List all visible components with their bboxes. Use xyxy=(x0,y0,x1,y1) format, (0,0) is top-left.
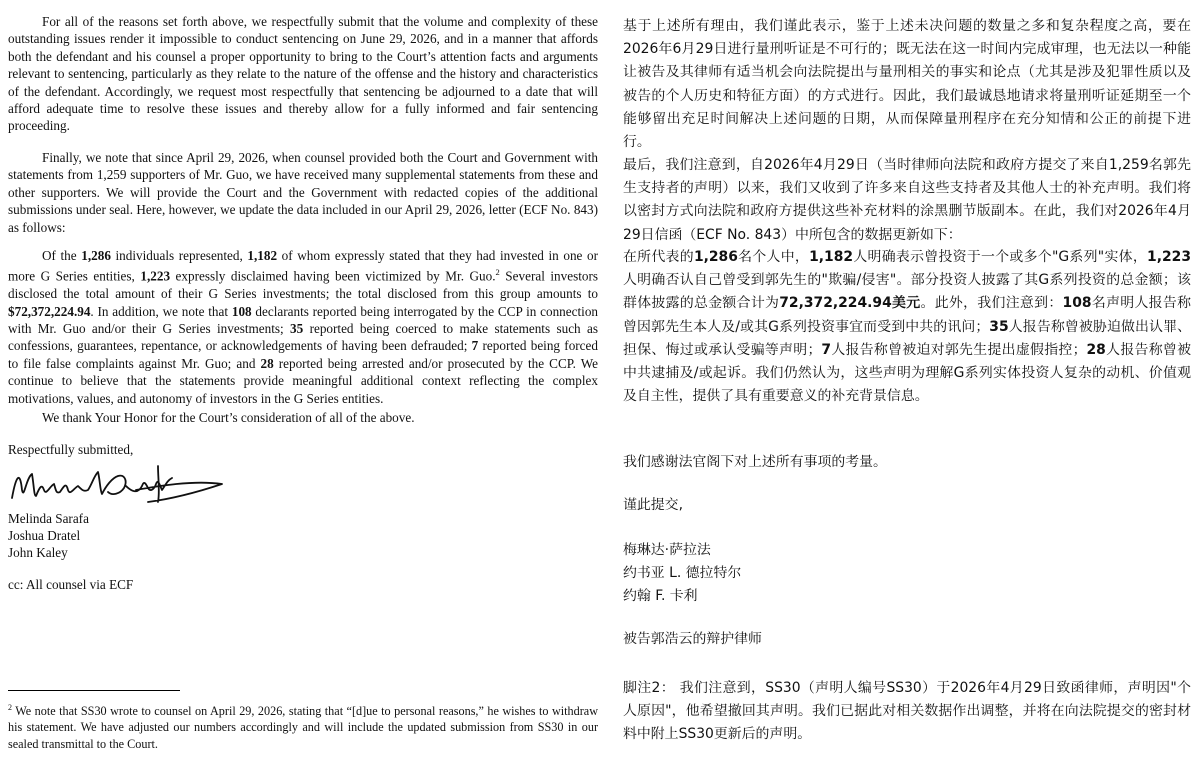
cn-attorney-name-2: 约书亚 L. 德拉特尔 xyxy=(623,565,742,581)
cn-attorney-name-1: 梅琳达·萨拉法 xyxy=(623,542,711,558)
attorney-name-1: Melinda Sarafa xyxy=(8,511,89,526)
cn-paragraph-data-update: 在所代表的1,286名个人中，1,182人明确表示曾投资于一个或多个"G系列"实体，1,223人明确否认自己曾受到郭先生的"欺骗/侵害"。部分投资人披露了其G系列投资的总金额；该群体披露的总金额合计为72,372,224.94美元。此外，我们注意到：108名声明人报告称曾因郭先生本人及/或其G系列投资事宜而受到中共的讯问；35人报告称曾被胁迫做出认罪、担保、悔过或承认受骗等声明；7人报告称曾被迫对郭先生提出虚假指控；28人报告称曾被中共逮捕及/或起诉。我们仍然认为，这些声明为理解G系列实体投资人复杂的动机、价值观及自主性，提供了具有重要意义的补充背景信息。 xyxy=(623,249,1191,405)
paragraph-data-update: Of the 1,286 individuals represented, 1,182 of whom expressly stated that they had invested in one or more G Series entities, 1,223 expressly disclaimed having been victimized by Mr. Guo.$^2$ Several investors disclosed the total amount of their G Series investments; the total disclosed from this group amounts to $72,372,224.94. In addition, we note that 108 declarants reported being interrogated by the CCP in connection with Mr. Guo and/or their G Series investments; 35 reported being coerced to make statements such as confessions, guarantees, repentance, or acknowledgements of having been defrauded; 7 reported being forced to file false complaints against Mr. Guo; and 28 reported being arrested and/or prosecuted by the CCP. We continue to believe that the statements provide meaningful additional context reflecting the complex motivations, values, and autonomy of investors in the G Series entities. xyxy=(8,248,599,406)
paragraph-supporter-statements: Finally, we note that since April 29, 2026, when counsel provided both the Court and Government with statements from 1,259 supporters of Mr. Guo, we have received many supplemental statements from these and other supporters. We will provide the Court and the Government with redacted copies of the additional submissions under seal. Here, however, we update the data included in our April 29, 2026, letter (ECF No. 843) as follows: xyxy=(8,150,598,235)
paragraph-adjournment-request: For all of the reasons set forth above, we respectfully submit that the volume and complexity of these outstanding issues render it impossible to conduct sentencing on June 29, 2026, and in a manner that affords both the defendant and his counsel a proper opportunity to bring to the Court’s attention facts and arguments relevant to sentencing, particularly as they relate to the nature of the offense and the history and characteristics of the defendant. Accordingly, we request most respectfully that sentencing be adjourned to a date that will afford adequate time to resolve these issues and thereby allow for a fully informed and fair sentencing proceeding. xyxy=(8,14,598,134)
paragraph-thanks: We thank Your Honor for the Court’s consideration of all of the above. xyxy=(42,410,415,425)
cn-footnote-2: 脚注2： 我们注意到，SS30（声明人编号SS30）于2026年4月29日致函律师，声明因"个人原因"，他希望撤回其声明。我们已据此对相关数据作出调整，并将在向法院提交的密封材料中附上SS30更新后的声明。 xyxy=(623,680,1191,743)
footnote-2: $^2$ We note that SS30 wrote to counsel on April 29, 2026, stating that “[d]ue to personal reasons,” he wishes to withdraw his statement. We have adjusted our numbers accordingly and will include the updated submission from SS30 in our sealed transmittal to the Court. xyxy=(8,703,598,751)
cn-defense-counsel-role: 被告郭浩云的辩护律师 xyxy=(623,631,762,647)
closing-salutation: Respectfully submitted, xyxy=(8,442,134,457)
cn-closing-salutation: 谨此提交, xyxy=(623,497,683,513)
footnote-divider xyxy=(8,690,180,691)
cn-attorney-name-3: 约翰 F. 卡利 xyxy=(623,588,698,604)
cc-line: cc: All counsel via ECF xyxy=(8,577,134,592)
attorney-name-2: Joshua Dratel xyxy=(8,528,81,543)
handwritten-signature xyxy=(8,456,228,512)
cn-paragraph-supporter-statements: 最后，我们注意到，自2026年4月29日（当时律师向法院和政府方提交了来自1,259名郭先生支持者的声明）以来，我们又收到了许多来自这些支持者及其他人士的补充声明。我们将以密封方式向法院和政府方提供这些补充材料的涂黑删节版副本。在此，我们对2026年4月29日信函（ECF No. 843）中所包含的数据更新如下： xyxy=(623,157,1191,243)
cn-paragraph-adjournment-request: 基于上述所有理由，我们谨此表示，鉴于上述未决问题的数量之多和复杂程度之高，要在2026年6月29日进行量刑听证是不可行的；既无法在这一时间内完成审理，也无法以一种能让被告及其律师有适当机会向法院提出与量刑相关的事实和论点（尤其是涉及犯罪性质以及被告的个人历史和特征方面）的方式进行。因此，我们最诚恳地请求将量刑听证延期至一个能够留出充足时间解决上述问题的日期，从而保障量刑程序在充分知情和公正的前提下进行。 xyxy=(623,18,1191,151)
footnote-reference: 2 xyxy=(495,267,500,278)
cn-paragraph-thanks: 我们感谢法官阁下对上述所有事项的考量。 xyxy=(623,454,887,470)
attorney-name-3: John Kaley xyxy=(8,545,68,560)
